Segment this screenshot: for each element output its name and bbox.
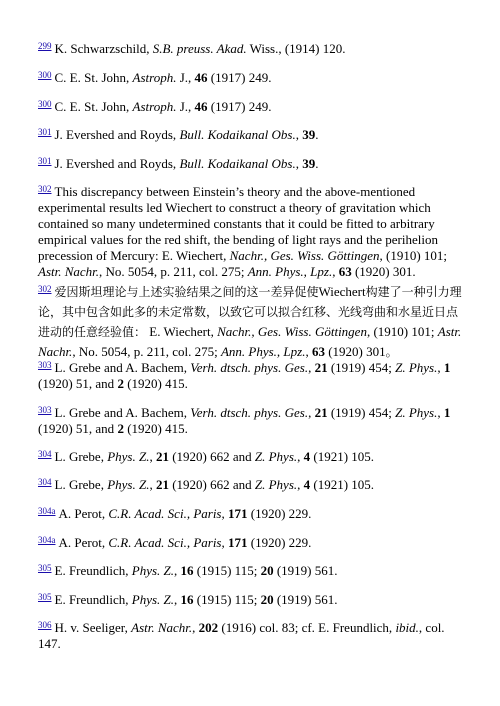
footnote-text-run: , col. 147. [38,620,445,651]
footnote-text-run: Verh. dtsch. phys. Ges. [190,360,309,375]
footnote-304 [38,446,468,465]
footnote-text-run: (1919) 561. [273,592,338,607]
footnote-text-run: , [305,344,312,359]
footnote-ref-link[interactable]: 301 [38,156,52,166]
footnote-text-run: E. Freundlich, [54,563,132,578]
footnote-text-run: 21 [155,477,169,492]
footnote-text-run: 1 [443,360,451,375]
footnote-text-run: Phys. Z. [131,592,175,607]
footnote-text-run: This discrepancy between Einstein’s theory and the above-mentioned experimental results led Wiechert to construct a theory of gravitation which contained so many undetermined constants that it could be fitted to arbitrary empirical values for the red shift, the bending of light rays and the perihelion precession of Mercury: E. Wiechert, [38,184,438,263]
footnote-text-run: (1919) 561. [273,563,338,578]
footnote-ref-link[interactable]: 303 [38,405,52,415]
footnote-304 [38,474,468,493]
footnote-text-run: 202 [198,620,219,635]
footnote-301 [38,124,468,143]
footnote-text-run: A. Perot, [58,506,109,521]
footnote-304a [38,532,468,551]
footnote-ref-link[interactable]: 300 [38,70,52,80]
footnote-ref-link[interactable]: 302 [38,184,52,194]
footnote-text-run: Astroph. [132,70,177,85]
footnote-text-run: Astr. Nachr. [38,264,100,279]
footnote-text-run: (1916) col. 83; cf. E. Freundlich, [218,620,396,635]
footnote-text-run: (1920) 301 [324,344,386,359]
footnote-text-run: (1920) 415. [123,376,188,391]
footnote-text-run: Astr. Nachr. [131,620,193,635]
footnote-text-run: , [174,563,181,578]
footnote-300 [38,96,468,115]
footnote-305 [38,589,468,608]
footnote-text-run: Nachr., Ges. Wiss. Göttingen [217,324,367,339]
footnote-text-run: 爱因斯坦理论与上述实验结果之间的这一差异促使 [54,285,319,299]
footnote-303 [38,402,468,437]
footnote-text-run: 63 [311,344,325,359]
footnote-text-run: Bull. Kodaikanal Obs. [179,127,296,142]
footnote-text-run: Z. Phys. [254,449,298,464]
footnote-text-run: 。 [385,345,398,359]
footnote-text-run: Ann. Phys., Lpz. [247,264,333,279]
footnote-text-run: 20 [260,563,274,578]
footnote-text [55,41,346,56]
footnote-text-run: H. v. Seeliger, [54,620,132,635]
footnote-text [55,449,375,464]
footnote-text-run: 2 [117,376,124,391]
footnote-text-run: (1920) 51, and [38,376,118,391]
footnote-text-run: A. Perot, [58,535,109,550]
footnote-301 [38,153,468,172]
footnote-text-run: 39 [302,156,316,171]
footnote-text-run: L. Grebe, [54,449,108,464]
footnote-ref-link[interactable]: 300 [38,99,52,109]
footnote-ref-link[interactable]: 304 [38,449,52,459]
footnote-text [55,592,338,607]
footnote-text-run: Wiss., (1914) 120. [246,41,346,56]
footnote-text-run: L. Grebe and A. Bachem, [54,405,191,420]
footnote-text-run: (1921) 105. [310,449,375,464]
footnote-text-run: Z. Phys. [254,477,298,492]
footnote-text-run: J. Evershed and Royds, [54,127,180,142]
footnote-text-run: . [315,127,319,142]
footnote-text-run: , [295,156,303,171]
footnote-text-run: , [308,405,315,420]
footnote-text-run: (1915) 115; [193,563,261,578]
footnote-text-run: (1917) 249. [207,99,272,114]
footnote-text-run: Phys. Z. [131,563,175,578]
footnote-text-run: 21 [314,360,328,375]
footnote-text-run: 20 [260,592,274,607]
footnote-text-run: 16 [180,563,194,578]
footnote-ref-link[interactable]: 305 [38,563,52,573]
footnote-text-run: (1917) 249. [207,70,272,85]
footnote-ref-link[interactable]: 299 [38,41,52,51]
footnote-text [55,127,319,142]
footnote-text-run: , [332,264,339,279]
footnote-text-run: Astr. Nachr. [38,324,462,359]
footnote-text-run: , [174,592,181,607]
footnote-text-run: , [308,360,315,375]
footnote-text-run: C.R. Acad. Sci., Paris, [108,535,225,550]
footnote-text [59,535,312,550]
footnote-text-run: (1919) 454; [327,405,396,420]
footnote-text-run: 46 [194,70,208,85]
footnote-text-run: Z. Phys. [395,405,438,420]
footnote-text-run: Z. Phys. [395,360,438,375]
footnote-text-run: , [295,127,303,142]
footnote-text-run: C. E. St. John, [54,70,133,85]
footnote-text-run: J., [176,70,195,85]
footnote-text [55,563,338,578]
footnote-text-run: Phys. Z. [107,477,150,492]
footnote-ref-link[interactable]: 305 [38,592,52,602]
footnote-text-run: 46 [194,99,208,114]
footnote-text-run: L. Grebe and A. Bachem, [54,360,191,375]
footnote-text-run: Ann. Phys., Lpz. [220,344,306,359]
footnote-text-run: ibid. [395,620,419,635]
footnote-text-run: (1920) 415. [123,421,188,436]
footnote-text [38,184,447,279]
footnote-text-run: 171 [227,506,248,521]
footnote-text [55,99,272,114]
footnote-text [38,284,462,359]
footnote-text-run: , No. 5054, p. 211, col. 275; [99,264,248,279]
footnote-ref-link[interactable]: 303 [38,360,52,370]
footnote-text [38,405,450,436]
footnote-text-run: Wiechert [318,284,366,299]
footnote-text-run: , [149,477,156,492]
footnote-text-run: Bull. Kodaikanal Obs. [179,156,296,171]
footnote-text-run: L. Grebe, [54,477,108,492]
footnote-ref-link[interactable]: 301 [38,127,52,137]
footnote-text-run: , [192,620,199,635]
footnote-text-run: , No. 5054, p. 211, col. 275; [72,344,221,359]
footnote-text-run: Phys. Z. [107,449,150,464]
footnote-text-run: (1919) 454; [327,360,396,375]
footnote-text-run: (1921) 105. [310,477,375,492]
footnote-text-run: 构建了一种引力理论，其中包含如此多的未定常数，以致它可以拟合红移、光线弯曲和水星近日点进动的任意经验值： [38,285,462,339]
footnote-text [55,70,272,85]
footnote-302-translation [38,280,468,362]
footnote-ref-link[interactable]: 304a [38,506,56,516]
footnote-ref-link[interactable]: 306 [38,620,52,630]
footnote-text-run: 2 [117,421,124,436]
footnote-text [55,477,375,492]
footnote-304a [38,503,468,522]
footnote-text-run: (1915) 115; [193,592,261,607]
footnote-ref-link[interactable]: 302 [38,284,52,294]
footnote-text-run: C. E. St. John, [54,99,133,114]
footnote-text-run: 21 [155,449,169,464]
footnote-text-run: . [315,156,319,171]
footnote-text-run: (1920) 229. [247,535,312,550]
footnote-text-run: , [437,360,444,375]
footnote-text-run: (1920) 51, and [38,421,118,436]
footnote-299 [38,38,468,57]
footnote-text-run: S.B. preuss. Akad. [152,41,247,56]
footnote-text [38,360,450,391]
footnote-text-run: 16 [180,592,194,607]
footnote-text-run: E. Freundlich, [54,592,132,607]
footnote-text-run: (1920) 301. [351,264,416,279]
footnote-text-run: K. Schwarzschild, [54,41,153,56]
footnote-text-run: (1920) 662 and [168,449,255,464]
footnote-303 [38,357,468,392]
footnote-text-run: 39 [302,127,316,142]
footnote-text-run: , (1910) 101; [366,324,438,339]
footnote-text-run: J. Evershed and Royds, [54,156,180,171]
footnote-text-run: , [297,449,304,464]
footnote-ref-link[interactable]: 304a [38,535,56,545]
footnote-300 [38,67,468,86]
footnote-text-run: , [297,477,304,492]
footnote-text-run: 171 [227,535,248,550]
footnote-text-run: J., [176,99,195,114]
footnote-text-run: 4 [303,477,311,492]
footnote-text-run: (1920) 229. [247,506,312,521]
footnote-text-run: E. Wiechert, [146,324,218,339]
footnote-text [59,506,312,521]
footnote-305 [38,560,468,579]
footnote-text-run: 1 [443,405,451,420]
footnote-text-run: (1920) 662 and [168,477,255,492]
footnote-text-run: Astroph. [132,99,177,114]
footnote-ref-link[interactable]: 304 [38,477,52,487]
footnote-text-run: Nachr., Ges. Wiss. Göttingen [229,248,380,263]
footnote-text-run: , (1910) 101; [379,248,448,263]
footnote-text [38,620,445,651]
footnote-text-run: , [149,449,156,464]
footnote-306 [38,617,468,652]
footnote-text-run: Verh. dtsch. phys. Ges. [190,405,309,420]
footnote-text-run: 4 [303,449,311,464]
footnote-text-run: , [437,405,444,420]
footnote-text [55,156,319,171]
footnote-text-run: 63 [338,264,352,279]
footnote-302 [38,181,468,280]
footnote-text-run: 21 [314,405,328,420]
footnote-text-run: C.R. Acad. Sci., Paris, [108,506,225,521]
